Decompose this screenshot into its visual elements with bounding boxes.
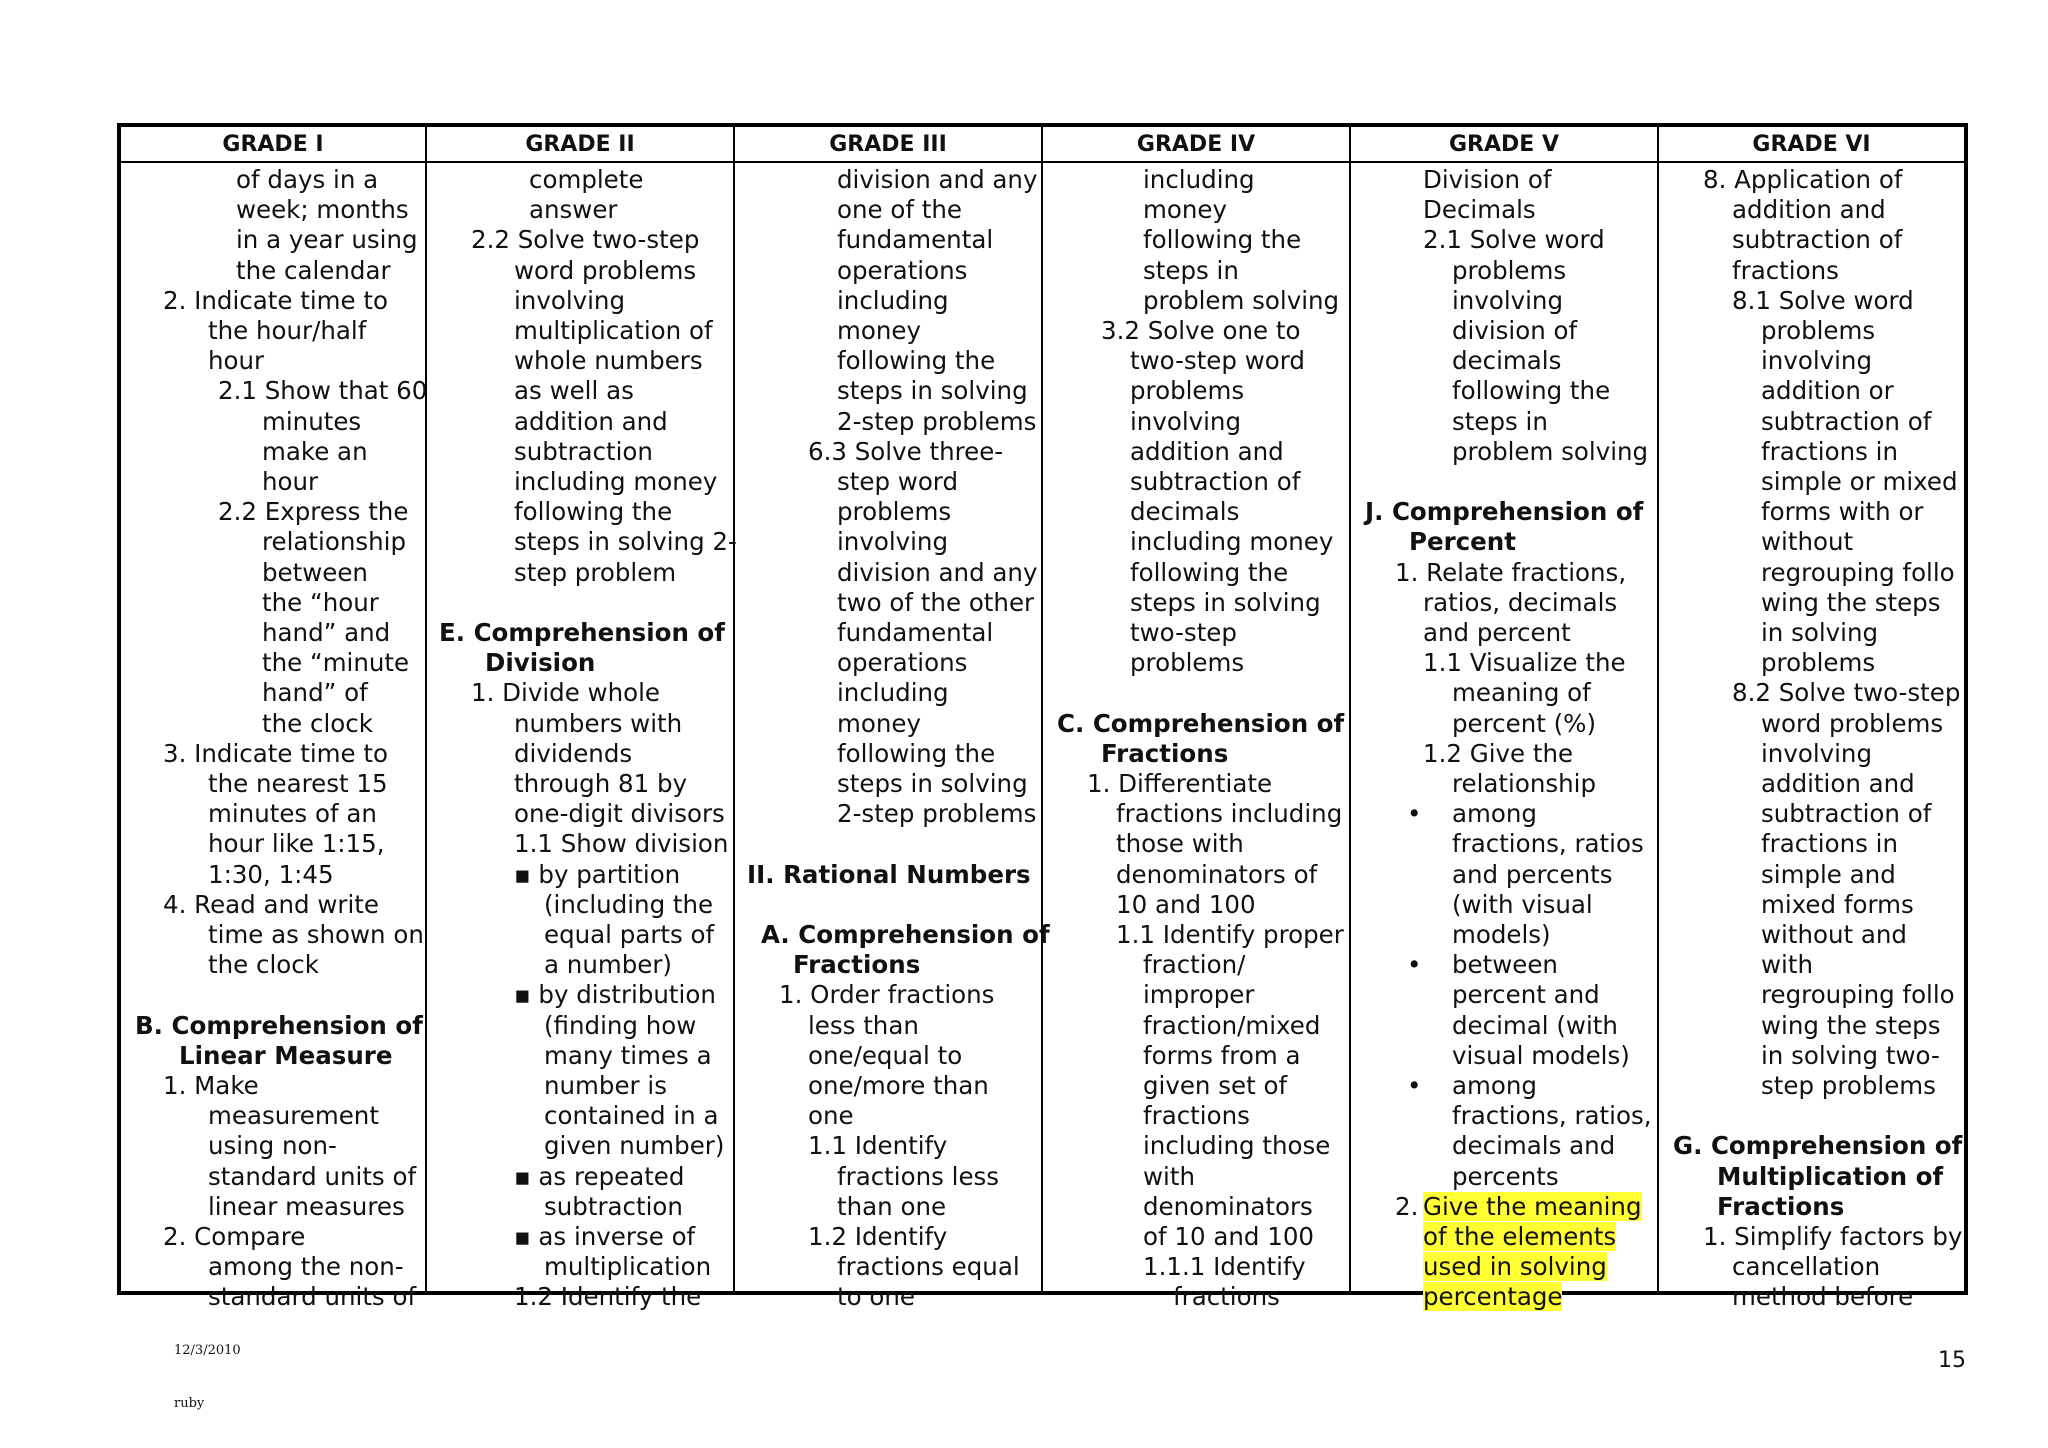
cell-line: 2. — [1395, 1191, 1419, 1221]
cell-line: of 10 and 100 — [1143, 1222, 1315, 1251]
cell-line: ▪ as inverse of — [514, 1222, 696, 1251]
cell-line: fractions equal — [837, 1252, 1020, 1282]
grade-2-cell — [426, 162, 737, 1312]
cell-line: problems — [837, 497, 952, 527]
cell-line: G. Comprehension of — [1673, 1131, 1963, 1161]
cell-line: a number) — [544, 950, 672, 980]
cell-line: decimal (with — [1452, 1010, 1618, 1040]
cell-line: including — [1143, 165, 1255, 194]
cell-line: fractions, ratios, — [1452, 1101, 1652, 1131]
cell-line: steps in solving — [837, 376, 1028, 406]
cell-line: Multiplication of — [1717, 1161, 1944, 1191]
cell-line: C. Comprehension of — [1057, 708, 1345, 738]
cell-line: 1. Relate fractions, — [1395, 557, 1627, 587]
cell-line: ▪ as repeated — [514, 1161, 685, 1191]
cell-line: problem solving — [1452, 436, 1649, 466]
cell-line: involving — [837, 527, 949, 557]
cell-line: equal parts of — [544, 920, 715, 949]
cell-line: one of the — [837, 195, 962, 225]
cell-line: 2. Compare — [163, 1222, 306, 1251]
cell-line — [1423, 1222, 1616, 1252]
cell-line: J. Comprehension of — [1365, 497, 1644, 527]
cell-line: fractions less — [837, 1161, 1000, 1191]
cell-line: subtraction of — [1130, 467, 1301, 496]
cell-line: 1.1 Identify proper — [1116, 920, 1344, 949]
cell-line: time as shown on — [208, 920, 424, 949]
cell-line: 2.1 Show that 60 — [218, 376, 428, 406]
cell-line: hour — [262, 467, 319, 496]
cell-line: problems — [1130, 376, 1245, 406]
grade-6-cell — [1658, 162, 1966, 1312]
cell-line: fractions — [1732, 255, 1839, 285]
cell-line: step problems — [1761, 1071, 1936, 1100]
cell-line: many times a — [544, 1040, 712, 1070]
cell-line: 2.2 Express the — [218, 497, 409, 527]
cell-line: decimals — [1130, 497, 1240, 527]
cell-line: regrouping follo — [1761, 557, 1955, 587]
cell-line: one/equal to — [808, 1040, 963, 1070]
cell-line: fraction/ — [1143, 950, 1246, 980]
cell-line: 10 and 100 — [1116, 889, 1256, 919]
highlighted-text: used in solving — [1423, 1252, 1607, 1282]
cell-line: relationship — [262, 527, 407, 557]
cell-line: method before — [1732, 1282, 1914, 1312]
curriculum-table — [117, 123, 1968, 1312]
cell-line: as well as — [514, 376, 634, 406]
cell-line: problems — [1761, 648, 1876, 678]
cell-line: A. Comprehension of — [761, 920, 1050, 949]
cell-line: without and — [1761, 920, 1907, 949]
cell-line: number is — [544, 1071, 667, 1100]
cell-line: steps in solving — [1130, 587, 1321, 617]
cell-line: Division — [485, 648, 596, 678]
cell-line: decimals and — [1452, 1131, 1616, 1161]
cell-line: 2-step problems — [837, 799, 1037, 829]
cell-line: decimals — [1452, 346, 1562, 376]
cell-line: multiplication of — [514, 316, 713, 345]
cell-line: fractions in — [1761, 436, 1898, 466]
cell-line: the “minute — [262, 648, 410, 678]
cell-line: 1:30, 1:45 — [208, 859, 334, 889]
cell-line: money — [837, 708, 921, 738]
cell-line: hour — [208, 346, 265, 376]
cell-line: 2.1 Solve word — [1423, 225, 1605, 255]
cell-line: of days in a — [236, 165, 379, 194]
cell-line: simple or mixed — [1761, 467, 1958, 496]
highlighted-text: percentage — [1423, 1282, 1563, 1312]
cell-line: word problems — [1761, 708, 1944, 738]
cell-line: steps in — [1143, 255, 1239, 285]
cell-line: subtraction of — [1761, 406, 1932, 436]
cell-line: money — [837, 316, 921, 345]
grade-1-cell — [119, 162, 428, 1312]
cell-line: subtraction — [544, 1191, 683, 1221]
cell-line: given number) — [544, 1131, 725, 1161]
cell-line: involving — [1761, 346, 1873, 376]
cell-line: steps in solving — [837, 769, 1028, 798]
cell-line: II. Rational Numbers — [747, 859, 1031, 889]
cell-line: cancellation — [1732, 1252, 1881, 1282]
cell-line: and percent — [1423, 618, 1571, 647]
footer-date: 12/3/2010 — [174, 1343, 241, 1358]
cell-line: fundamental — [837, 225, 994, 255]
cell-line: visual models) — [1452, 1040, 1630, 1070]
cell-line: fundamental — [837, 618, 994, 647]
cell-line: addition and — [514, 406, 668, 436]
cell-line: involving — [1761, 738, 1873, 768]
cell-line: addition or — [1761, 376, 1894, 406]
cell-line: following the — [837, 346, 996, 376]
cell-line: fraction/mixed — [1143, 1010, 1321, 1040]
highlighted-text: Give the meaning — [1423, 1191, 1642, 1221]
cell-line: forms from a — [1143, 1040, 1301, 1070]
cell-line: percent (%) — [1452, 708, 1597, 738]
cell-line: subtraction of — [1761, 799, 1932, 829]
cell-line: 1.2 Identify — [808, 1222, 948, 1251]
cell-line: among — [1452, 799, 1537, 829]
cell-line: linear measures — [208, 1191, 405, 1221]
cell-line — [1423, 1282, 1562, 1312]
cell-line: Percent — [1409, 527, 1516, 557]
cell-line: minutes of an — [208, 799, 377, 829]
cell-line: simple and — [1761, 859, 1896, 889]
cell-line: problems — [1761, 316, 1876, 345]
cell-line: operations — [837, 255, 968, 285]
cell-line: including money — [1130, 527, 1334, 557]
cell-line: fractions in — [1761, 829, 1898, 859]
cell-line: addition and — [1130, 436, 1284, 466]
cell-line: 1.1 Show division — [514, 829, 729, 859]
cell-line: ▪ by partition — [514, 859, 681, 889]
cell-line: 8.1 Solve word — [1732, 285, 1914, 315]
cell-line: addition and — [1732, 195, 1886, 225]
highlighted-text: of the elements — [1423, 1222, 1617, 1251]
cell-line: hand” of — [262, 678, 368, 708]
cell-line: including money — [514, 467, 718, 496]
footer-author: ruby — [174, 1396, 205, 1411]
cell-line: one-digit divisors — [514, 799, 725, 829]
cell-line: 1. Make — [163, 1071, 259, 1100]
cell-line: week; months — [236, 195, 409, 225]
cell-line: 1. Divide whole — [471, 678, 660, 708]
cell-line: measurement — [208, 1101, 379, 1131]
cell-line: Division of — [1423, 165, 1552, 194]
cell-line: forms with or — [1761, 497, 1924, 527]
header-grade-1: GRADE I — [119, 125, 426, 162]
cell-line: two-step word — [1130, 346, 1305, 376]
grade-5-cell — [1350, 162, 1658, 1312]
cell-line: to one — [837, 1282, 915, 1312]
cell-line: percent and — [1452, 980, 1600, 1010]
header-grade-3: GRADE III — [734, 125, 1042, 162]
cell-line: models) — [1452, 920, 1551, 949]
cell-line: between — [1452, 950, 1558, 980]
cell-line: 1.1.1 Identify — [1143, 1252, 1306, 1282]
cell-line: contained in a — [544, 1101, 719, 1131]
cell-line: using non- — [208, 1131, 337, 1161]
page-number: 15 — [1938, 1348, 1966, 1373]
cell-line: involving — [514, 285, 626, 315]
cell-line: in a year using — [236, 225, 418, 255]
cell-line: steps in solving 2- — [514, 527, 737, 557]
cell-line: the “hour — [262, 587, 379, 617]
cell-line: 1. Differentiate — [1087, 769, 1273, 798]
cell-line: including those — [1143, 1131, 1331, 1161]
cell-line: with — [1761, 950, 1813, 980]
cell-line: including — [837, 285, 949, 315]
cell-line: 4. Read and write — [163, 889, 379, 919]
cell-line: involving — [1452, 285, 1564, 315]
grade-3-cell — [734, 162, 1050, 1312]
cell-line: 6.3 Solve three- — [808, 436, 1004, 466]
cell-line: standard units of — [208, 1282, 417, 1312]
cell-line: subtraction of — [1732, 225, 1903, 255]
cell-line: answer — [529, 195, 618, 225]
cell-line: fractions — [1143, 1101, 1250, 1131]
cell-line: word problems — [514, 255, 697, 285]
cell-line: in solving two- — [1761, 1040, 1940, 1070]
cell-line: 2-step problems — [837, 406, 1037, 436]
cell-line: denominators — [1143, 1191, 1313, 1221]
header-row — [119, 125, 1966, 162]
header-grade-4: GRADE IV — [1042, 125, 1350, 162]
cell-line: make an — [262, 436, 368, 466]
cell-line: involving — [1130, 406, 1242, 436]
cell-line: following the — [1452, 376, 1611, 406]
cell-line: hour like 1:15, — [208, 829, 385, 859]
cell-line: 1.1 Visualize the — [1423, 648, 1626, 678]
cell-line: meaning of — [1452, 678, 1591, 708]
cell-line: percents — [1452, 1161, 1559, 1191]
cell-line: numbers with — [514, 708, 683, 738]
cell-line: dividends — [514, 738, 633, 768]
header-grade-5: GRADE V — [1350, 125, 1658, 162]
cell-line: (with visual — [1452, 889, 1593, 919]
cell-line: 1. Simplify factors by — [1703, 1222, 1963, 1251]
cell-line: 1.1 Identify — [808, 1131, 948, 1161]
cell-line: (finding how — [544, 1010, 697, 1040]
cell-line: minutes — [262, 406, 362, 436]
cell-line: B. Comprehension of — [135, 1010, 423, 1040]
cell-line: 1.2 Identify the — [514, 1282, 702, 1312]
cell-line: Fractions — [793, 950, 921, 980]
cell-line: 8. Application of — [1703, 165, 1903, 194]
cell-line: problem solving — [1143, 285, 1340, 315]
cell-line: 3. Indicate time to — [163, 738, 388, 768]
bullet-icon: • — [1407, 1071, 1422, 1100]
cell-line: division of — [1452, 316, 1578, 345]
cell-line: the clock — [262, 708, 373, 738]
cell-line: without — [1761, 527, 1854, 557]
grade-4-cell — [1042, 162, 1350, 1312]
cell-line: standard units of — [208, 1161, 417, 1191]
cell-line: the nearest 15 — [208, 769, 388, 798]
cell-line: E. Comprehension of — [439, 618, 725, 647]
cell-line: subtraction — [514, 436, 653, 466]
cell-line: problems — [1130, 648, 1245, 678]
cell-line: multiplication — [544, 1252, 712, 1282]
cell-line: hand” and — [262, 618, 391, 647]
cell-line: step word — [837, 467, 959, 496]
cell-line: two-step — [1130, 618, 1237, 647]
cell-line: one/more than — [808, 1071, 989, 1100]
cell-line — [1423, 1192, 1642, 1222]
cell-line: following the — [1143, 225, 1302, 255]
cell-line: addition and — [1761, 769, 1915, 798]
cell-line: two of the other — [837, 587, 1035, 617]
cell-line: 3.2 Solve one to — [1101, 316, 1301, 345]
cell-line: Linear Measure — [179, 1040, 393, 1070]
cell-line: steps in — [1452, 406, 1548, 436]
cell-line: with — [1143, 1161, 1195, 1191]
header-grade-2: GRADE II — [426, 125, 734, 162]
cell-line: including — [837, 678, 949, 708]
cell-line: fractions — [1173, 1282, 1280, 1312]
cell-line: than one — [837, 1191, 947, 1221]
cell-line: among the non- — [208, 1252, 404, 1282]
cell-line: 8.2 Solve two-step — [1732, 678, 1961, 708]
cell-line: Fractions — [1101, 738, 1229, 768]
cell-line: problems — [1452, 255, 1567, 285]
cell-line — [1423, 1252, 1607, 1282]
cell-line: fractions, ratios — [1452, 829, 1644, 859]
cell-line: fractions including — [1116, 799, 1343, 829]
cell-line: in solving — [1761, 618, 1879, 647]
cell-line: wing the steps — [1761, 587, 1941, 617]
cell-line: ratios, decimals — [1423, 587, 1618, 617]
cell-line: 2. Indicate time to — [163, 285, 388, 315]
cell-line: relationship — [1452, 769, 1597, 798]
cell-line: the clock — [208, 950, 319, 980]
cell-line: less than — [808, 1010, 919, 1040]
cell-line: (including the — [544, 889, 714, 919]
cell-line: money — [1143, 195, 1227, 225]
bullet-icon: • — [1407, 950, 1422, 980]
content-row — [119, 162, 1966, 1293]
cell-line: those with — [1116, 829, 1244, 859]
cell-line: denominators of — [1116, 859, 1318, 889]
cell-line: and percents — [1452, 859, 1613, 889]
cell-line: step problem — [514, 557, 677, 587]
cell-line: division and any — [837, 557, 1038, 587]
cell-line: improper — [1143, 980, 1255, 1010]
cell-line: division and any — [837, 165, 1038, 194]
header-grade-6: GRADE VI — [1658, 125, 1966, 162]
cell-line: 2.2 Solve two-step — [471, 225, 700, 255]
cell-line: 1.2 Give the — [1423, 738, 1574, 768]
cell-line: following the — [1130, 557, 1289, 587]
cell-line: wing the steps — [1761, 1010, 1941, 1040]
cell-line: 1. Order fractions — [779, 980, 995, 1010]
cell-line: complete — [529, 165, 644, 194]
bullet-icon: • — [1407, 799, 1422, 829]
cell-line: whole numbers — [514, 346, 703, 376]
cell-line: one — [808, 1101, 854, 1131]
cell-line: ▪ by distribution — [514, 980, 716, 1010]
cell-line: the calendar — [236, 255, 391, 285]
cell-line: Fractions — [1717, 1191, 1845, 1221]
cell-line: between — [262, 557, 368, 587]
cell-line: following the — [837, 738, 996, 768]
cell-line: the hour/half — [208, 316, 367, 345]
cell-line: given set of — [1143, 1071, 1288, 1100]
cell-line: among — [1452, 1071, 1537, 1100]
cell-line: Decimals — [1423, 195, 1536, 225]
cell-line: operations — [837, 648, 968, 678]
cell-line: through 81 by — [514, 769, 688, 798]
cell-line: following the — [514, 497, 673, 527]
cell-line: regrouping follo — [1761, 980, 1955, 1010]
cell-line: mixed forms — [1761, 889, 1914, 919]
